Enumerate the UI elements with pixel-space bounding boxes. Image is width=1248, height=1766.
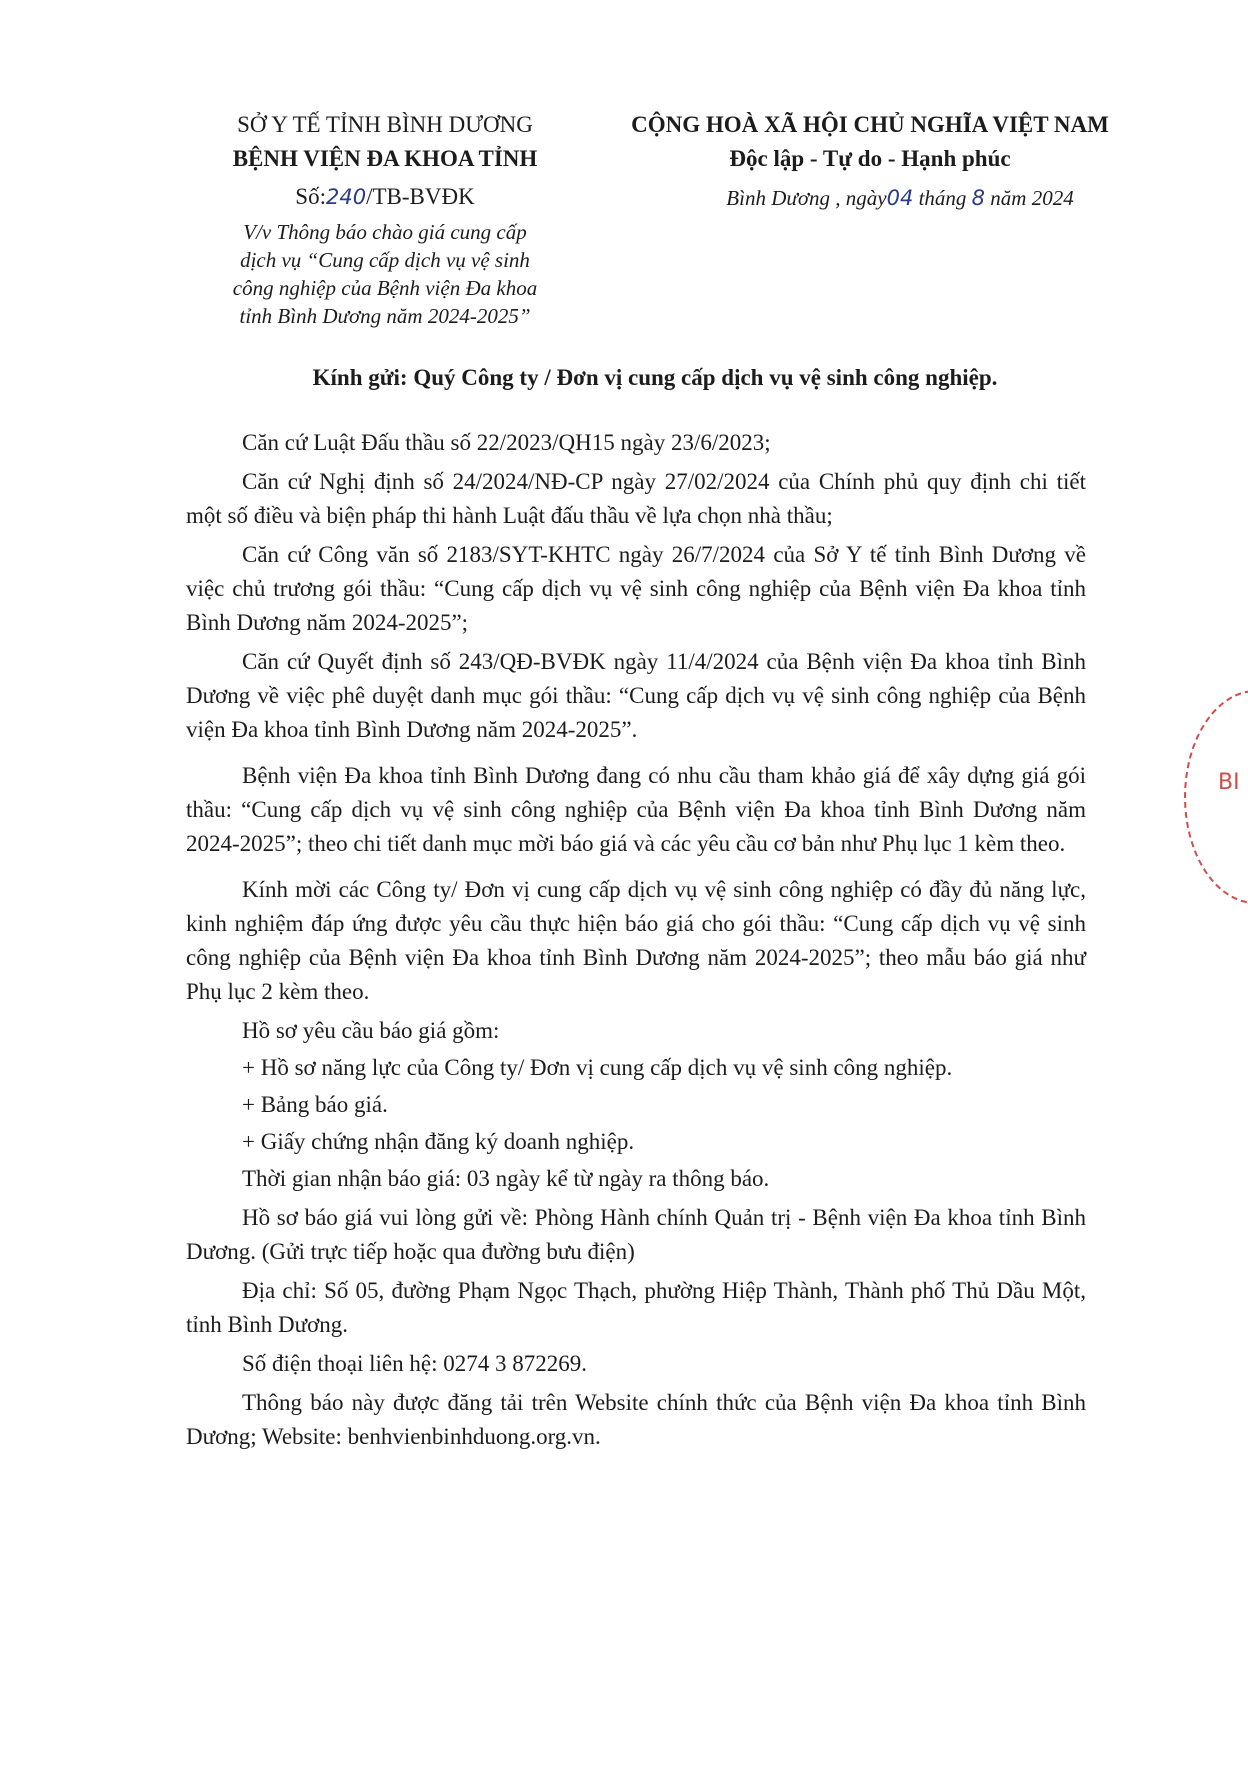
paragraph-legal-basis-3: Căn cứ Công văn số 2183/SYT-KHTC ngày 26/7/2024 của Sở Y tế tỉnh Bình Dương về việc chủ trương gói thầu: “Cung cấp dịch vụ vệ sinh công nghiệp của Bệnh viện Đa khoa tỉnh Bình Dương năm 2024-2025”; — [186, 542, 1086, 635]
subject-line: tỉnh Bình Dương năm 2024-2025” — [239, 304, 531, 328]
requirement-item: + Bảng báo giá. — [242, 1092, 388, 1117]
agency-name: SỞ Y TẾ TỈNH BÌNH DƯƠNG — [237, 112, 533, 137]
requirement-item: + Giấy chứng nhận đăng ký doanh nghiệp. — [242, 1129, 635, 1154]
paragraph-phone: Số điện thoại liên hệ: 0274 3 872269. — [242, 1351, 587, 1376]
hospital-name: BỆNH VIỆN ĐA KHOA TỈNH — [232, 146, 538, 171]
paragraph-legal-basis-1: Căn cứ Luật Đấu thầu số 22/2023/QH15 ngày 23/6/2023; — [242, 430, 771, 455]
paragraph-send-to: Hồ sơ báo giá vui lòng gửi về: Phòng Hành chính Quản trị - Bệnh viện Đa khoa tỉnh Bình Dương. (Gửi trực tiếp hoặc qua đường bưu điện) — [186, 1205, 1086, 1264]
paragraph-need: Bệnh viện Đa khoa tỉnh Bình Dương đang có nhu cầu tham khảo giá để xây dựng giá gói thầu: “Cung cấp dịch vụ vệ sinh công nghiệp của Bệnh viện Đa khoa tỉnh Bình Dương năm 2024-2025”; theo chi tiết danh mục mời báo giá và các yêu cầu cơ bản như Phụ lục 1 kèm theo. — [186, 763, 1086, 856]
header-right — [595, 108, 1145, 176]
paragraph-address: Địa chỉ: Số 05, đường Phạm Ngọc Thạch, phường Hiệp Thành, Thành phố Thủ Dầu Một, tỉnh Bình Dương. — [186, 1278, 1086, 1337]
recipient-line: Kính gửi: Quý Công ty / Đơn vị cung cấp dịch vụ vệ sinh công nghiệp. — [312, 365, 998, 390]
requirements-title: Hồ sơ yêu cầu báo giá gồm: — [242, 1018, 500, 1043]
paragraph-invitation: Kính mời các Công ty/ Đơn vị cung cấp dịch vụ vệ sinh công nghiệp có đầy đủ năng lực, kinh nghiệm đáp ứng được yêu cầu thực hiện báo giá cho gói thầu: “Cung cấp dịch vụ vệ sinh công nghiệp của Bệnh viện Đa khoa tỉnh Bình Dương năm 2024-2025”; theo mẫu báo giá như Phụ lục 2 kèm theo. — [186, 877, 1086, 1004]
red-stamp — [1184, 690, 1248, 904]
subject-line: công nghiệp của Bệnh viện Đa khoa — [232, 276, 538, 300]
doc-number-suffix: /TB-BVĐK — [366, 184, 475, 209]
subject-block — [200, 218, 570, 330]
nation-title: CỘNG HOÀ XÃ HỘI CHỦ NGHĨA VIỆT NAM — [631, 112, 1109, 137]
stamp-text: BI — [1218, 770, 1240, 795]
header-left — [200, 108, 570, 176]
paragraph-deadline: Thời gian nhận báo giá: 03 ngày kể từ ngày ra thông báo. — [242, 1166, 770, 1191]
paragraph-legal-basis-4: Căn cứ Quyết định số 243/QĐ-BVĐK ngày 11/4/2024 của Bệnh viện Đa khoa tỉnh Bình Dương về việc phê duyệt danh mục gói thầu: “Cung cấp dịch vụ vệ sinh công nghiệp của Bệnh viện Đa khoa tỉnh Bình Dương năm 2024-2025”. — [186, 649, 1086, 742]
document-number — [200, 184, 570, 210]
subject-line: V/v Thông báo chào giá cung cấp — [243, 220, 527, 244]
date-line — [640, 186, 1160, 211]
date-year: năm 2024 — [990, 186, 1074, 210]
motto: Độc lập - Tự do - Hạnh phúc — [729, 146, 1011, 171]
requirement-item: + Hồ sơ năng lực của Công ty/ Đơn vị cung cấp dịch vụ vệ sinh công nghiệp. — [242, 1055, 953, 1080]
subject-line: dịch vụ “Cung cấp dịch vụ vệ sinh — [240, 248, 530, 272]
date-month-handwritten: 8 — [971, 186, 986, 210]
paragraph-website: Thông báo này được đăng tải trên Website chính thức của Bệnh viện Đa khoa tỉnh Bình Dương; Website: benhvienbinhduong.org.vn. — [186, 1390, 1086, 1449]
date-day-handwritten: 04 — [886, 186, 914, 210]
doc-number-prefix: Số: — [295, 184, 326, 209]
doc-number-handwritten: 240 — [325, 185, 367, 209]
document-body — [186, 426, 1086, 1459]
date-month-label: tháng — [918, 186, 967, 210]
date-place: Bình Dương , ngày — [726, 186, 887, 210]
paragraph-legal-basis-2: Căn cứ Nghị định số 24/2024/NĐ-CP ngày 27/02/2024 của Chính phủ quy định chi tiết một số điều và biện pháp thi hành Luật đấu thầu về lựa chọn nhà thầu; — [186, 469, 1086, 528]
